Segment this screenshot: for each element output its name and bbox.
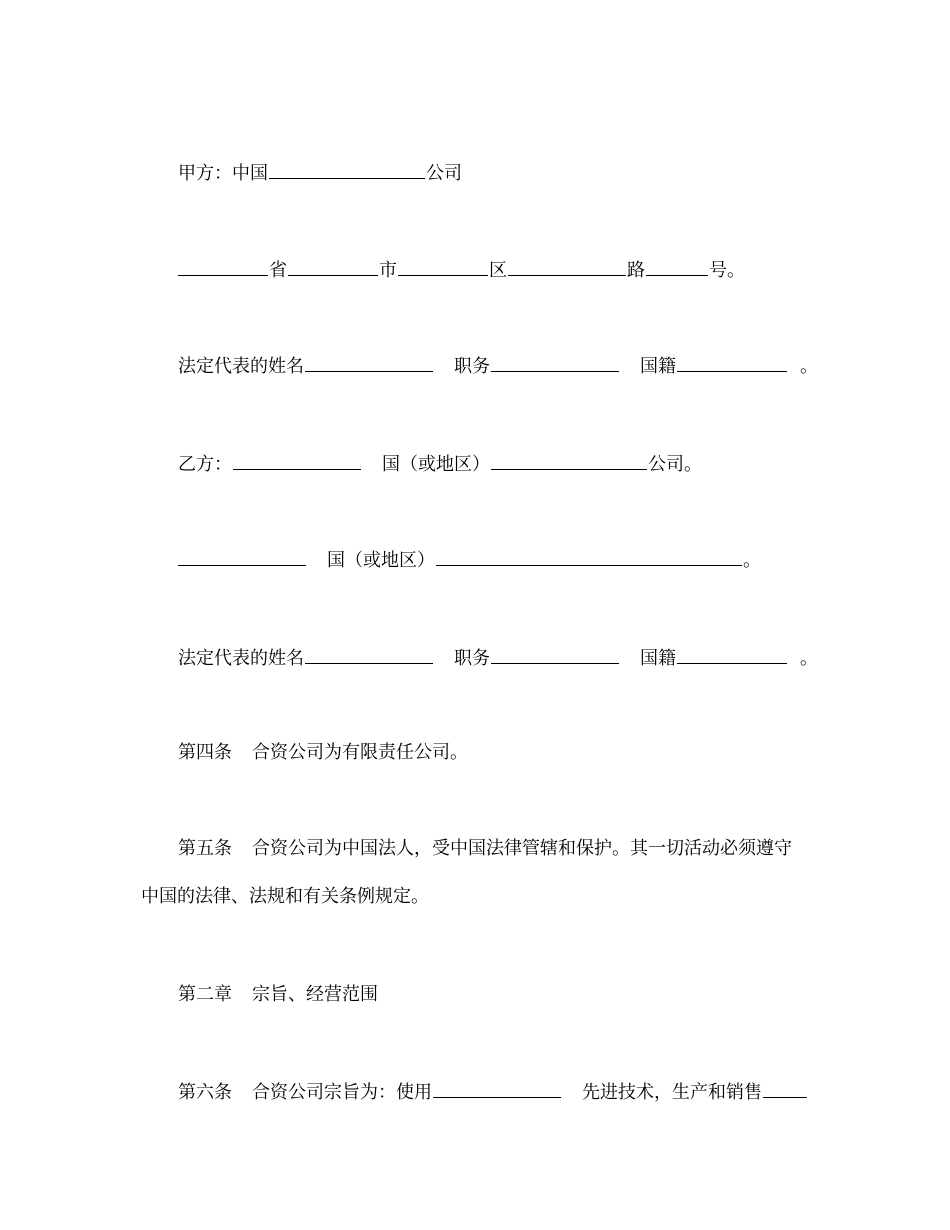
number-label: 号。 (709, 260, 745, 281)
rep-name-blank[interactable] (305, 644, 433, 664)
rep-nationality-blank[interactable] (677, 352, 787, 372)
party-b-address-blank[interactable] (436, 546, 742, 566)
rep-name-blank[interactable] (305, 352, 433, 372)
district-blank[interactable] (398, 256, 488, 276)
party-b-label: 乙方： (178, 454, 232, 475)
party-a-suffix: 公司 (426, 163, 462, 184)
rep-nationality-label: 国籍 (640, 648, 676, 669)
rep-nationality-blank[interactable] (677, 644, 787, 664)
road-blank[interactable] (508, 256, 626, 276)
article-6 (178, 1078, 808, 1104)
article-text-b: 先进技术，生产和销售 (582, 1082, 762, 1103)
technology-blank[interactable] (433, 1078, 561, 1098)
chapter-2-heading (178, 982, 378, 1008)
rep-title-blank[interactable] (491, 352, 619, 372)
article-text: 合资公司为中国法人，受中国法律管辖和保护。其一切活动必须遵守 (252, 838, 792, 859)
article-number: 第四条 (178, 742, 232, 763)
article-text-cont: 中国的法律、法规和有关条例规定。 (141, 886, 429, 907)
article-text-a: 合资公司宗旨为：使用 (252, 1082, 432, 1103)
road-label: 路 (627, 260, 645, 281)
rep-title-blank[interactable] (491, 644, 619, 664)
province-blank[interactable] (178, 256, 268, 276)
rep-name-label: 法定代表的姓名 (178, 648, 304, 669)
province-label: 省 (269, 260, 287, 281)
rep-nationality-label: 国籍 (640, 356, 676, 377)
article-4 (178, 740, 468, 766)
party-b-country-label: 国（或地区） (382, 454, 490, 475)
party-b-region-blank[interactable] (178, 546, 306, 566)
chapter-number: 第二章 (178, 984, 232, 1005)
party-a-address-line (178, 256, 745, 282)
article-number: 第五条 (178, 838, 232, 859)
article-5-continuation (141, 884, 429, 910)
party-b-line (178, 450, 702, 476)
party-b-company-blank[interactable] (491, 450, 647, 470)
rep-end: 。 (800, 648, 818, 669)
party-a-company-blank[interactable] (269, 159, 425, 179)
chapter-title: 宗旨、经营范围 (252, 984, 378, 1005)
city-label: 市 (379, 260, 397, 281)
party-b-suffix: 公司。 (648, 454, 702, 475)
district-label: 区 (489, 260, 507, 281)
party-b-rep-line (178, 644, 818, 670)
party-a-label: 甲方：中国 (178, 163, 268, 184)
party-b-address-country: 国（或地区） (327, 550, 435, 571)
party-b-address-line (178, 546, 761, 572)
article-text: 合资公司为有限责任公司。 (252, 742, 468, 763)
party-b-address-end: 。 (743, 550, 761, 571)
product-blank[interactable] (763, 1078, 807, 1098)
party-a-line (178, 159, 462, 185)
article-5 (178, 836, 792, 862)
city-blank[interactable] (288, 256, 378, 276)
party-a-rep-line (178, 352, 818, 378)
rep-end: 。 (800, 356, 818, 377)
article-number: 第六条 (178, 1082, 232, 1103)
number-blank[interactable] (646, 256, 708, 276)
rep-name-label: 法定代表的姓名 (178, 356, 304, 377)
rep-title-label: 职务 (454, 356, 490, 377)
rep-title-label: 职务 (454, 648, 490, 669)
party-b-name-blank[interactable] (233, 450, 361, 470)
